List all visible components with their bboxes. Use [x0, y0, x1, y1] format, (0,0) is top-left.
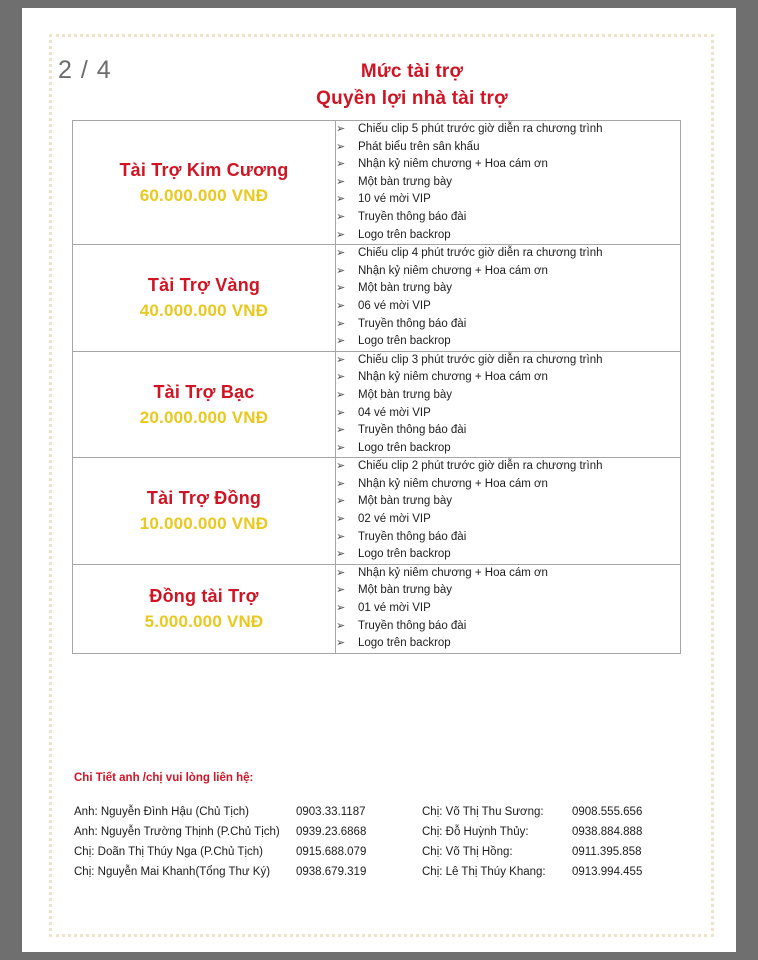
- list-item: [336, 280, 680, 298]
- tier-benefits-cell: [336, 121, 681, 245]
- contact-row: [74, 822, 422, 842]
- contact-phone[interactable]: 0938.884.888: [572, 826, 643, 838]
- benefit-text: Logo trên backrop: [358, 441, 451, 454]
- arrow-bullet-icon: ➢: [336, 406, 346, 419]
- arrow-bullet-icon: ➢: [336, 619, 346, 632]
- contact-row: [422, 842, 686, 862]
- arrow-bullet-icon: ➢: [336, 247, 346, 260]
- tier-label-cell: [73, 564, 336, 653]
- benefit-text: Logo trên backrop: [358, 548, 451, 561]
- benefit-text: Nhận kỷ niêm chương + Hoa cám ơn: [358, 158, 548, 171]
- list-item: [336, 191, 680, 209]
- list-item: [336, 405, 680, 423]
- benefit-text: Nhận kỷ niêm chương + Hoa cám ơn: [358, 477, 548, 490]
- list-item: [336, 174, 680, 192]
- page-title: [202, 58, 622, 112]
- arrow-bullet-icon: ➢: [336, 460, 346, 473]
- list-item: [336, 458, 680, 476]
- benefit-text: 02 vé mời VIP: [358, 513, 431, 526]
- benefit-text: Một bàn trưng bày: [358, 175, 452, 188]
- tier-label-cell: [73, 458, 336, 565]
- contact-phone[interactable]: 0913.994.455: [572, 866, 643, 878]
- benefit-text: Chiếu clip 2 phút trước giờ diễn ra chương trình: [358, 460, 603, 473]
- list-item: [336, 227, 680, 245]
- document-page: [22, 8, 736, 952]
- benefit-text: Nhận kỷ niêm chương + Hoa cám ơn: [358, 566, 548, 579]
- tier-label-cell: [73, 351, 336, 458]
- contact-row: [422, 822, 686, 842]
- list-item: [336, 352, 680, 370]
- list-item: [336, 635, 680, 653]
- tier-label-cell: [73, 121, 336, 245]
- list-item: [336, 139, 680, 157]
- contact-row: [74, 842, 422, 862]
- list-item: [336, 529, 680, 547]
- contact-name: Chị: Võ Thị Hồng:: [422, 846, 513, 858]
- contact-phone[interactable]: 0938.679.319: [296, 866, 367, 878]
- arrow-bullet-icon: ➢: [336, 353, 346, 366]
- tier-name: Tài Trợ Vàng: [147, 274, 261, 295]
- arrow-bullet-icon: ➢: [336, 175, 346, 188]
- list-item: [336, 600, 680, 618]
- arrow-bullet-icon: ➢: [336, 158, 346, 171]
- benefit-text: Truyền thông báo đài: [358, 424, 467, 437]
- arrow-bullet-icon: ➢: [336, 477, 346, 490]
- arrow-bullet-icon: ➢: [336, 513, 346, 526]
- contact-phone[interactable]: 0915.688.079: [296, 846, 367, 858]
- tier-benefits-cell: [336, 458, 681, 565]
- arrow-bullet-icon: ➢: [336, 317, 346, 330]
- tier-amount: 40.000.000 VNĐ: [139, 300, 269, 320]
- list-item: [336, 476, 680, 494]
- contact-name: Chị: Doãn Thị Thúy Nga (P.Chủ Tịch): [74, 846, 263, 858]
- contact-phone[interactable]: 0939.23.6868: [296, 826, 367, 838]
- arrow-bullet-icon: ➢: [336, 264, 346, 277]
- contact-column-right: [422, 802, 686, 882]
- list-item: [336, 263, 680, 281]
- benefit-text: 06 vé mời VIP: [358, 299, 431, 312]
- benefit-list: [336, 121, 680, 244]
- list-item: [336, 333, 680, 351]
- benefit-text: Một bàn trưng bày: [358, 495, 452, 508]
- list-item: [336, 209, 680, 227]
- contact-row: [422, 862, 686, 882]
- arrow-bullet-icon: ➢: [336, 424, 346, 437]
- list-item: [336, 422, 680, 440]
- contact-phone[interactable]: 0908.555.656: [572, 806, 643, 818]
- title-line-2: Quyền lợi nhà tài trợ: [316, 88, 508, 109]
- benefit-text: Truyền thông báo đài: [358, 530, 467, 543]
- page-indicator: 2 / 4: [58, 56, 112, 84]
- arrow-bullet-icon: ➢: [336, 299, 346, 312]
- tier-amount: 20.000.000 VNĐ: [139, 407, 269, 427]
- tier-amount: 10.000.000 VNĐ: [139, 514, 269, 534]
- list-item: [336, 565, 680, 583]
- contact-column-left: [74, 802, 422, 882]
- tier-amount: 5.000.000 VNĐ: [144, 611, 264, 631]
- list-item: [336, 582, 680, 600]
- contact-row: [422, 802, 686, 822]
- contact-columns: [74, 802, 686, 882]
- arrow-bullet-icon: ➢: [336, 602, 346, 615]
- arrow-bullet-icon: ➢: [336, 140, 346, 153]
- list-item: [336, 298, 680, 316]
- contact-name: Chị: Nguyễn Mai Khanh(Tổng Thư Ký): [74, 866, 271, 878]
- contact-name: Chị: Đỗ Huỳnh Thủy:: [422, 826, 529, 838]
- benefit-text: 04 vé mời VIP: [358, 406, 431, 419]
- list-item: [336, 316, 680, 334]
- benefit-text: Logo trên backrop: [358, 335, 451, 348]
- table-row: [73, 351, 681, 458]
- tier-label-cell: [73, 245, 336, 352]
- table-row: [73, 564, 681, 653]
- list-item: [336, 493, 680, 511]
- benefit-text: 01 vé mời VIP: [358, 602, 431, 615]
- tier-name: Tài Trợ Kim Cương: [119, 159, 289, 180]
- benefit-text: Chiếu clip 4 phút trước giờ diễn ra chương trình: [358, 247, 603, 260]
- list-item: [336, 618, 680, 636]
- list-item: [336, 387, 680, 405]
- title-line-1: Mức tài trợ: [360, 61, 464, 82]
- arrow-bullet-icon: ➢: [336, 228, 346, 241]
- benefit-text: 10 vé mời VIP: [358, 193, 431, 206]
- benefit-text: Một bàn trưng bày: [358, 584, 452, 597]
- arrow-bullet-icon: ➢: [336, 388, 346, 401]
- contact-heading: Chi Tiết anh /chị vui lòng liên hệ:: [74, 772, 254, 784]
- viewer-right-margin: [736, 0, 758, 960]
- arrow-bullet-icon: ➢: [336, 584, 346, 597]
- tier-benefits-cell: [336, 564, 681, 653]
- arrow-bullet-icon: ➢: [336, 335, 346, 348]
- benefit-text: Phát biểu trên sân khấu: [358, 140, 480, 153]
- contact-row: [74, 862, 422, 882]
- contact-name: Chị: Võ Thị Thu Sương:: [422, 806, 544, 818]
- list-item: [336, 121, 680, 139]
- contact-section: [74, 770, 686, 882]
- arrow-bullet-icon: ➢: [336, 123, 346, 135]
- benefit-list: [336, 565, 680, 653]
- benefit-text: Truyền thông báo đài: [358, 210, 467, 223]
- contact-phone[interactable]: 0911.395.858: [572, 846, 642, 858]
- benefit-text: Nhận kỷ niêm chương + Hoa cám ơn: [358, 371, 548, 384]
- table-row: [73, 121, 681, 245]
- tier-table-body: [73, 121, 681, 654]
- list-item: [336, 511, 680, 529]
- tier-benefits-cell: [336, 351, 681, 458]
- tier-benefits-cell: [336, 245, 681, 352]
- contact-name: Chị: Lê Thị Thúy Khang:: [422, 866, 546, 878]
- tier-name: Tài Trợ Đồng: [146, 488, 262, 509]
- arrow-bullet-icon: ➢: [336, 371, 346, 384]
- benefit-text: Một bàn trưng bày: [358, 388, 452, 401]
- sponsorship-tier-table: [72, 120, 681, 654]
- list-item: [336, 369, 680, 387]
- list-item: [336, 440, 680, 458]
- benefit-text: Logo trên backrop: [358, 228, 451, 241]
- list-item: [336, 546, 680, 564]
- contact-phone[interactable]: 0903.33.1187: [296, 806, 366, 818]
- arrow-bullet-icon: ➢: [336, 495, 346, 508]
- list-item: [336, 156, 680, 174]
- arrow-bullet-icon: ➢: [336, 193, 346, 206]
- arrow-bullet-icon: ➢: [336, 566, 346, 579]
- benefit-text: Chiếu clip 5 phút trước giờ diễn ra chương trình: [358, 123, 603, 135]
- benefit-list: [336, 245, 680, 351]
- arrow-bullet-icon: ➢: [336, 210, 346, 223]
- table-row: [73, 458, 681, 565]
- contact-row: [74, 802, 422, 822]
- contact-name: Anh: Nguyễn Trường Thịnh (P.Chủ Tịch): [74, 826, 280, 838]
- benefit-list: [336, 458, 680, 564]
- tier-name: Đồng tài Trợ: [149, 585, 259, 606]
- table-row: [73, 245, 681, 352]
- arrow-bullet-icon: ➢: [336, 637, 346, 650]
- benefit-text: Truyền thông báo đài: [358, 619, 467, 632]
- benefit-text: Logo trên backrop: [358, 637, 451, 650]
- arrow-bullet-icon: ➢: [336, 441, 346, 454]
- benefit-text: Chiếu clip 3 phút trước giờ diễn ra chương trình: [358, 353, 603, 366]
- contact-name: Anh: Nguyễn Đình Hậu (Chủ Tịch): [74, 806, 249, 818]
- viewer-left-margin: [0, 0, 22, 960]
- arrow-bullet-icon: ➢: [336, 548, 346, 561]
- tier-amount: 60.000.000 VNĐ: [139, 185, 269, 205]
- list-item: [336, 245, 680, 263]
- benefit-text: Một bàn trưng bày: [358, 282, 452, 295]
- benefit-list: [336, 352, 680, 458]
- arrow-bullet-icon: ➢: [336, 282, 346, 295]
- arrow-bullet-icon: ➢: [336, 530, 346, 543]
- benefit-text: Truyền thông báo đài: [358, 317, 467, 330]
- tier-name: Tài Trợ Bạc: [153, 381, 255, 402]
- benefit-text: Nhận kỷ niêm chương + Hoa cám ơn: [358, 264, 548, 277]
